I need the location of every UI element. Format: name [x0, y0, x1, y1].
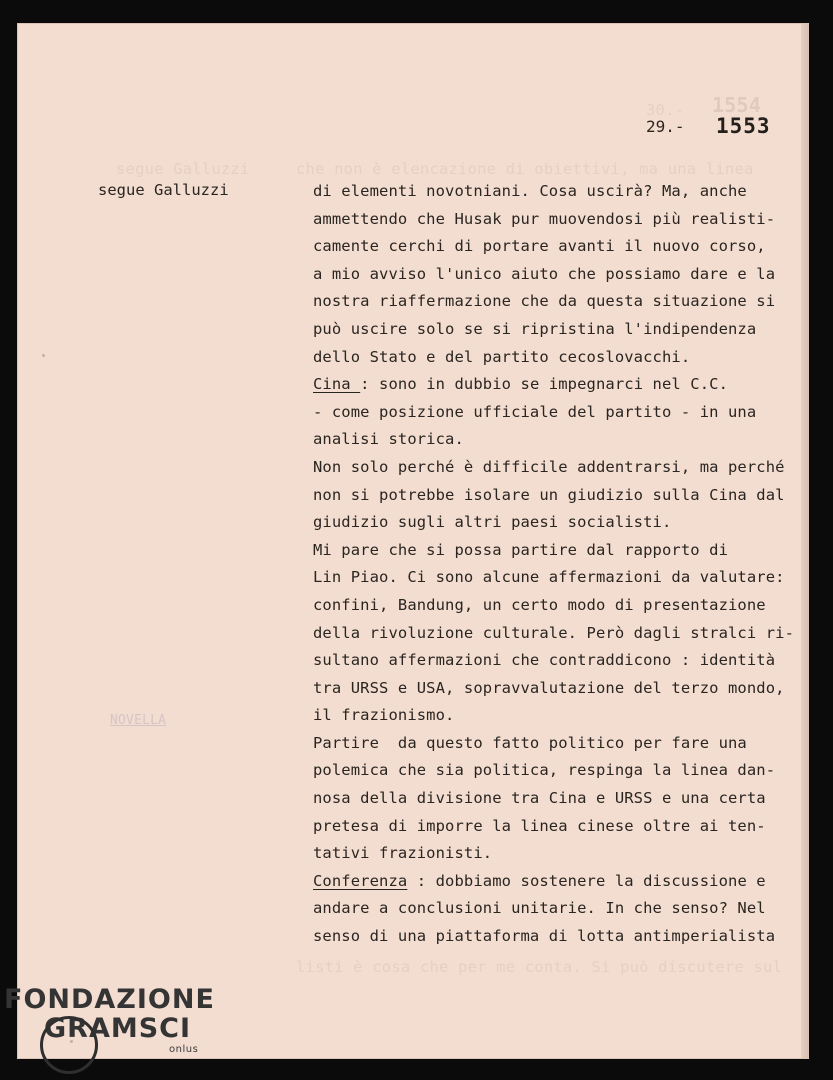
text-line: nostra riaffermazione che da questa situazione si: [313, 292, 776, 311]
bleed-through-side-label: NOVELLA: [110, 713, 167, 728]
page-number: 1553: [716, 114, 771, 138]
text-line: pretesa di imporre la linea cinese oltre ai ten-: [313, 816, 766, 835]
text-line: tra URSS e USA, sopravvalutazione del terzo mondo,: [313, 678, 785, 697]
text-line: non si potrebbe isolare un giudizio sulla Cina dal: [313, 485, 785, 504]
speaker-label: segue Galluzzi: [98, 181, 229, 199]
paper-speck: [42, 354, 45, 357]
bleed-through-page-number: 1554: [712, 93, 761, 117]
typed-body: [313, 178, 793, 951]
text-line: andare a conclusioni unitarie. In che senso? Nel: [313, 899, 766, 918]
conferenza-heading: Conferenza: [313, 871, 408, 890]
text-line: sultano affermazioni che contraddicono : identità: [313, 651, 776, 670]
text-line-rest: : dobbiamo sostenere la discussione e: [407, 871, 766, 890]
fondazione-gramsci-watermark: [4, 986, 215, 1055]
text-line: a mio avviso l'unico aiuto che possiamo dare e la: [313, 264, 776, 283]
text-line: confini, Bandung, un certo modo di presentazione: [313, 595, 766, 614]
text-line: Partire da questo fatto politico per fare una: [313, 733, 747, 752]
text-line: nosa della divisione tra Cina e URSS e una certa: [313, 789, 766, 808]
text-line-conferenza-heading: [313, 868, 793, 896]
text-line: analisi storica.: [313, 430, 464, 449]
cina-heading: Cina: [313, 375, 361, 394]
bleed-through-bottom-line: listi è cosa che per me conta. Si può discutere sul: [296, 958, 783, 976]
watermark-line-3: onlus: [169, 1044, 199, 1055]
text-line-cina-heading: [313, 371, 793, 399]
text-line: di elementi novotniani. Cosa uscirà? Ma, anche: [313, 182, 747, 200]
gramsci-logo-icon: [40, 1016, 98, 1074]
text-line: ammettendo che Husak pur muovendosi più realisti-: [313, 209, 776, 228]
item-number: 29.-: [646, 117, 685, 136]
text-line: senso di una piattaforma di lotta antimperialista: [313, 927, 776, 946]
text-line: giudizio sugli altri paesi socialisti.: [313, 513, 672, 532]
text-line: camente cerchi di portare avanti il nuovo corso,: [313, 237, 766, 256]
bleed-through-item-number: 30.-: [646, 101, 685, 119]
text-line: della rivoluzione culturale. Però dagli stralci ri-: [313, 623, 795, 642]
text-line-rest: : sono in dubbio se impegnarci nel C.C.: [360, 375, 729, 394]
watermark-line-1: FONDAZIONE: [4, 984, 215, 1015]
text-line: può uscire solo se si ripristina l'indipendenza: [313, 319, 757, 338]
page-edge: [801, 24, 808, 1058]
bleed-through-line: che non è elencazione di obiettivi, ma una linea: [296, 160, 754, 178]
text-line: Lin Piao. Ci sono alcune affermazioni da valutare:: [313, 568, 785, 587]
text-line: Mi pare che si possa partire dal rapporto di: [313, 540, 728, 559]
text-line: tativi frazionisti.: [313, 844, 493, 863]
watermark-line-2: GRAMSCI: [44, 1013, 192, 1044]
text-line: polemica che sia politica, respinga la linea dan-: [313, 761, 776, 780]
text-line: - come posizione ufficiale del partito - in una: [313, 402, 757, 421]
text-line: Non solo perché è difficile addentrarsi, ma perché: [313, 457, 785, 476]
text-line: il frazionismo.: [313, 706, 455, 725]
bleed-through-speaker: segue Galluzzi: [116, 160, 250, 178]
text-line: dello Stato e del partito cecoslovacchi.: [313, 347, 691, 366]
